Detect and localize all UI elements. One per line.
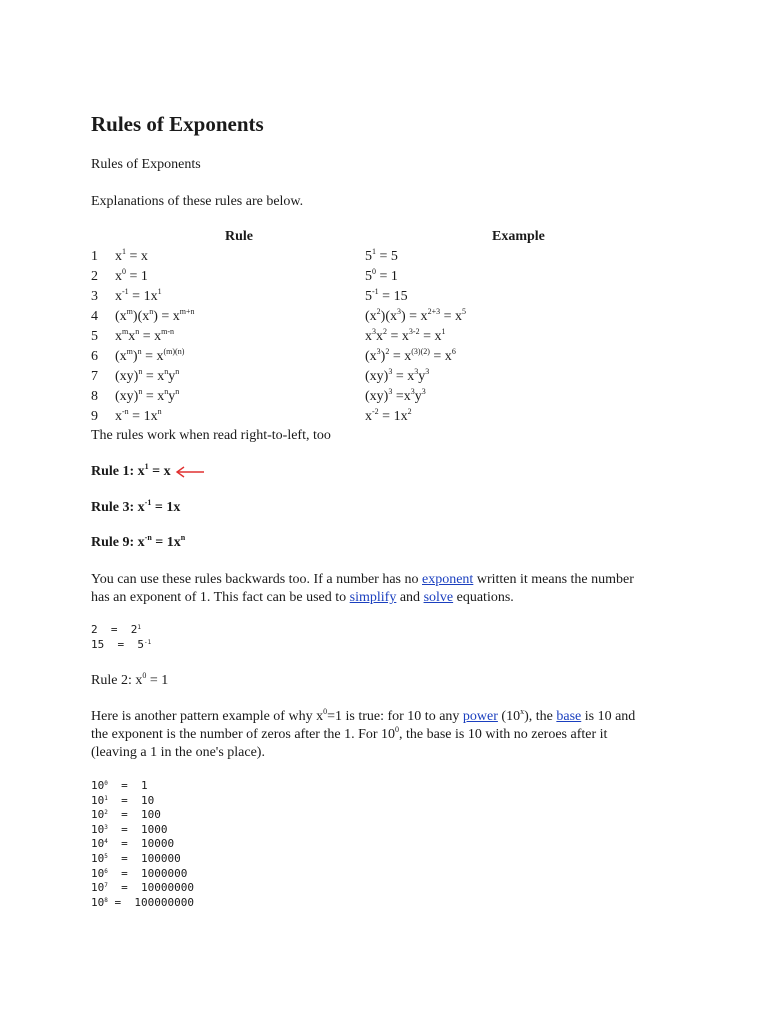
para2-text-c: is 10 and [581, 709, 636, 724]
rule-row [91, 407, 691, 427]
rule-number: 1 [91, 249, 98, 264]
para1-text-c: has an exponent of 1. This fact can be used to [91, 590, 350, 605]
rule-number: 3 [91, 289, 98, 304]
solve-link[interactable]: solve [423, 590, 454, 605]
rule-row [91, 247, 691, 267]
rule-example: $(x^3)^2 = x^{(3)(2)} = x^6$ [365, 347, 456, 364]
para2-text-b: (10$^x$), the [497, 707, 557, 724]
code-line: $10^6 = 1000000$ [91, 866, 188, 880]
rule-row [91, 367, 691, 387]
rule-row [91, 327, 691, 347]
rule-example: $5^{-1} = 15$ [365, 287, 408, 304]
para2-line2: the exponent is the number of zeros after the 1. For $10^0$, the base is 10 with no zeroes after it [91, 725, 608, 742]
rule-number: 9 [91, 409, 98, 424]
rule-expression: $x^{-1} = 1x^1$ [115, 287, 162, 304]
rule-example: $(xy)^3 =x^3y^3$ [365, 387, 426, 404]
code-line: $10^4 = 10000$ [91, 837, 175, 851]
rule-expression: $x^0 = 1$ [115, 267, 148, 284]
rule-row [91, 287, 691, 307]
rule2-heading: Rule 2: $x^0 = 1$ [91, 671, 169, 688]
para2-text-a: Here is another pattern example of why $x^0=1$ is true: for 10 to any [91, 707, 463, 724]
rule-number: 4 [91, 309, 98, 324]
rule-number: 5 [91, 329, 98, 344]
rule-example: $(x^2)(x^3) = x^{2+3} = x^5$ [365, 307, 466, 324]
rule-number: 8 [91, 389, 98, 404]
code-line: $10^3 = 1000$ [91, 822, 168, 836]
rule-expression: $x^1 = x$ [115, 247, 148, 264]
rule-example: $5^0 = 1$ [365, 267, 398, 284]
rule-example: $x^{-2} = 1x^2$ [365, 407, 412, 424]
rule-row [91, 387, 691, 407]
rule-number: 2 [91, 269, 98, 284]
base-link[interactable]: base [556, 709, 582, 724]
power-link[interactable]: power [462, 709, 498, 724]
rule-expression: $(xy)^n = x^ny^n$ [115, 367, 180, 384]
code-line: $10^0 = 1$ [91, 779, 148, 792]
rule-expression: $x^mx^n = x^{m-n}$ [115, 327, 175, 344]
rule-row [91, 307, 691, 327]
rule-expression: $(x^m)(x^n) = x^{m+n}$ [115, 307, 195, 324]
code-line: $10^5 = 100000$ [91, 852, 181, 865]
rule-example: $5^1 = 5$ [365, 247, 398, 264]
rule-column-header: Rule [225, 229, 253, 244]
rule-row [91, 347, 691, 367]
rule-number: 7 [91, 369, 98, 384]
para1-text-b: written it means the number [473, 572, 634, 587]
rule-example: $(xy)^3 = x^3y^3$ [365, 367, 430, 384]
exponent-link[interactable]: exponent [422, 572, 474, 587]
intro-text: Explanations of these rules are below. [91, 194, 304, 209]
code-line: $15 = 5^{-1}$ [91, 637, 152, 651]
code-line: $10^8 = 100000000$ [91, 895, 194, 909]
para1-line1 [91, 571, 634, 589]
subtitle: Rules of Exponents [91, 157, 201, 172]
rule1-heading-text: Rule 1: $x^1 = x$ [91, 462, 171, 479]
code-line: $2 = 2^1$ [91, 623, 141, 636]
page-title: Rules of Exponents [91, 112, 264, 136]
rule-example: $x^3x^2 = x^{3-2} = x^1$ [365, 327, 446, 344]
rule-expression: $(xy)^n = x^ny^n$ [115, 387, 180, 404]
red-left-arrow-icon [175, 466, 205, 478]
right-to-left-note: The rules work when read right-to-left, too [91, 428, 331, 443]
rule-number: 6 [91, 349, 98, 364]
rule-expression: $x^{-n} = 1x^n$ [115, 407, 162, 424]
rule3-heading: Rule 3: $x^{-1} = 1x$ [91, 498, 181, 515]
example-column-header: Example [492, 229, 545, 244]
rule-expression: $(x^m)^n = x^{(m)(n)}$ [115, 347, 185, 364]
para1-text-d: and [396, 590, 424, 605]
para1-text-e: equations. [453, 590, 514, 605]
rule-row [91, 267, 691, 287]
para1-text-a: You can use these rules backwards too. If a number has no [91, 572, 422, 587]
para1-line2 [91, 589, 514, 607]
code-line: $10^7 = 10000000$ [91, 881, 194, 895]
simplify-link[interactable]: simplify [349, 590, 397, 605]
code-line: $10^2 = 100$ [91, 808, 161, 822]
rule9-heading: Rule 9: $x^{-n} = 1x^n$ [91, 533, 186, 550]
para2-line1 [91, 708, 635, 726]
rule1-heading [91, 463, 205, 481]
para2-line3: (leaving a 1 in the one's place). [91, 745, 265, 760]
code-line: $10^1 = 10$ [91, 793, 155, 807]
